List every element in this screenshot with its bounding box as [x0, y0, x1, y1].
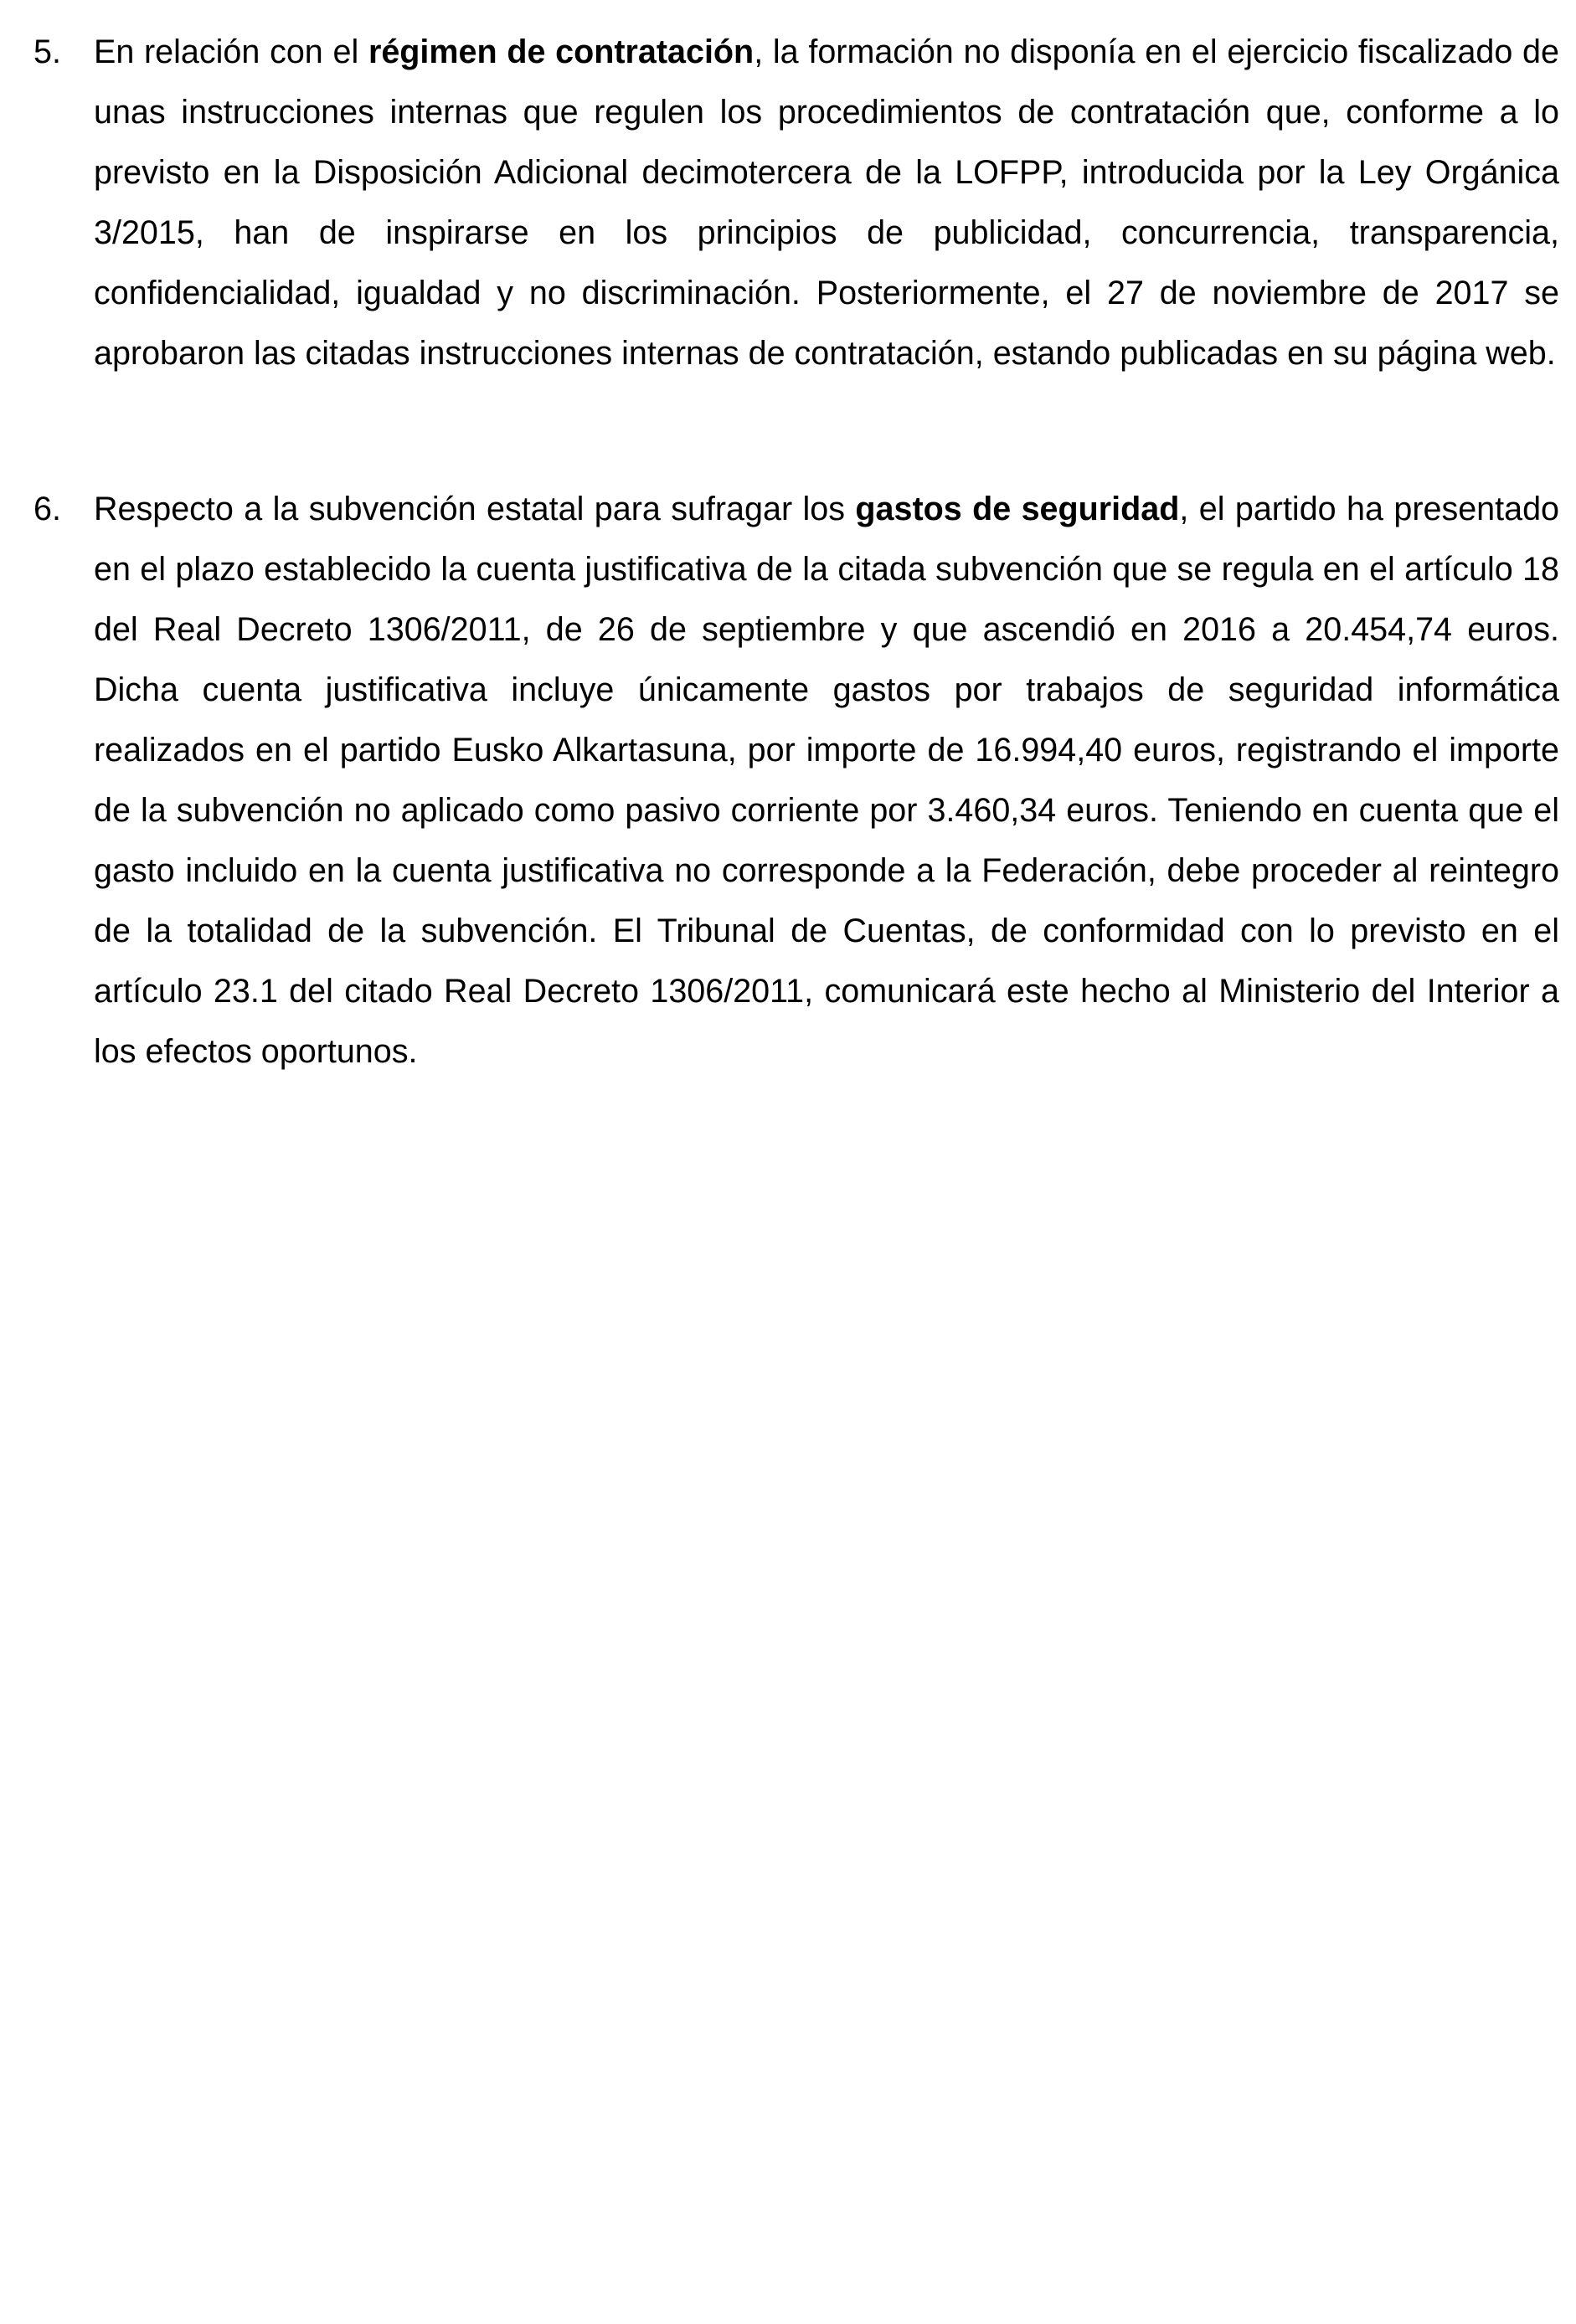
paragraph-text-start: Respecto a la subvención estatal para sufragar los [94, 491, 856, 527]
bold-term-regimen-contratacion: régimen de contratación [368, 33, 755, 70]
paragraph-text-start: En relación con el [94, 33, 368, 70]
bold-term-gastos-seguridad: gastos de seguridad [855, 491, 1180, 527]
item-number: 5. [33, 33, 61, 70]
paragraph-contratacion [94, 22, 1559, 383]
paragraph-text-rest: , el partido ha presentado en el plazo establecido la cuenta justificativa de la citada subvención que se regula en el artículo 18 del Real Decreto 1306/2011, de 26 de septiembre y que ascendió en 2016 a 20.454,74 euros. Dicha cuenta justificativa incluye únicamente gastos por trabajos de seguridad informática realizados en el partido Eusko Alkartasuna, por importe de 16.994,40 euros, registrando el importe de la subvención no aplicado como pasivo corriente por 3.460,34 euros. Teniendo en cuenta que el gasto incluido en la cuenta justificativa no corresponde a la Federación, debe proceder al reintegro de la totalidad de la subvención. El Tribunal de Cuentas, de conformidad con lo previsto en el artículo 23.1 del citado Real Decreto 1306/2011, comunicará este hecho al Ministerio del Interior a los efectos oportunos. [94, 491, 1560, 1070]
item-number: 6. [33, 491, 61, 527]
paragraph-text-rest: , la formación no disponía en el ejercicio fiscalizado de unas instrucciones internas que regulen los procedimientos de contratación que, conforme a lo previsto en la Disposición Adicional decimotercera de la LOFPP, introducida por la Ley Orgánica 3/2015, han de inspirarse en los principios de publicidad, concurrencia, transparencia, confidencialidad, igualdad y no discriminación. Posteriormente, el 27 de noviembre de 2017 se aprobaron las citadas instrucciones internas de contratación, estando publicadas en su página web. [94, 33, 1559, 372]
paragraph-gastos-seguridad [94, 479, 1559, 1082]
